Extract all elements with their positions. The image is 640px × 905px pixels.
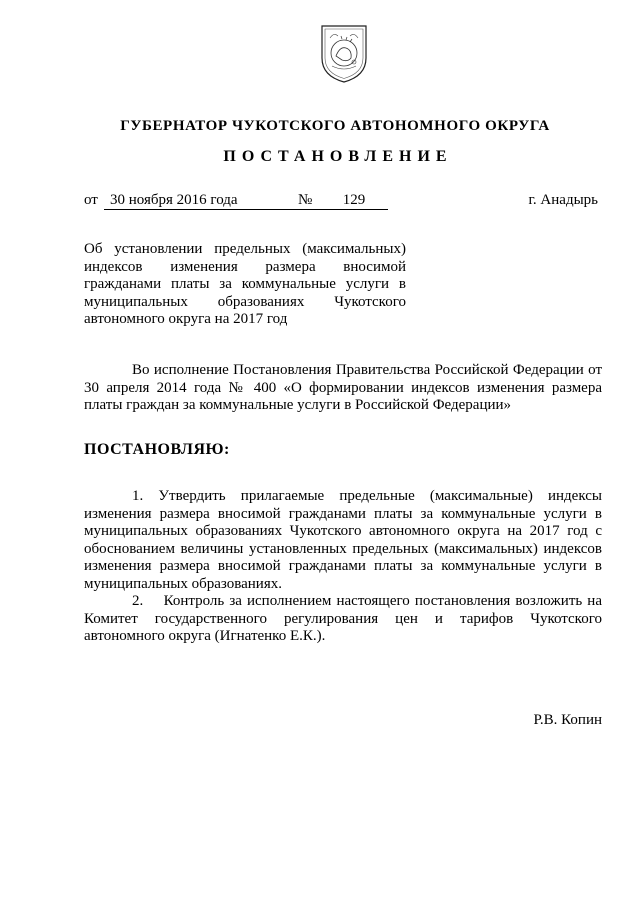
date-prefix: от [84, 192, 98, 208]
coat-of-arms-icon [316, 20, 372, 86]
document-date: 30 ноября 2016 года [104, 192, 342, 210]
document-city: г. Анадырь [528, 192, 598, 208]
document-type-title: ПОСТАНОВЛЕНИЕ [223, 148, 453, 165]
issuing-authority: ГУБЕРНАТОР ЧУКОТСКОГО АВТОНОМНОГО ОКРУГА [120, 118, 550, 134]
decree-heading: ПОСТАНОВЛЯЮ: [84, 441, 230, 458]
document-subject: Об установлении предельных (максимальных) индексов изменения размера вносимой гражданами платы за коммунальные услуги в муниципальных образованиях Чукотского автономного округа на 2017 год [84, 241, 406, 327]
decree-point-1: 1. Утвердить прилагаемые предельные (максимальные) индексы изменения размера вносимой гражданами платы за коммунальные услуги в муниципальных образованиях Чукотского автономного округа на 2017 год с обоснованием величины установленных предельных (максимальных) индексов изменения размера вносимой гражданами платы за коммунальные услуги в муниципальных образованиях. [84, 488, 602, 592]
decree-points [84, 488, 602, 646]
document-number: 129 [320, 192, 388, 210]
number-sign: № [298, 192, 313, 208]
preamble-paragraph: Во исполнение Постановления Правительства Российской Федерации от 30 апреля 2014 года № 400 «О формировании индексов изменения размера платы граждан за коммунальные услуги в Российской Федерации» [84, 362, 602, 413]
signatory-name: Р.В. Копин [533, 712, 602, 728]
decree-point-2: 2. Контроль за исполнением настоящего постановления возложить на Комитет государственного регулирования цен и тарифов Чукотского автономного округа (Игнатенко Е.К.). [84, 593, 602, 644]
dateline [84, 192, 598, 214]
